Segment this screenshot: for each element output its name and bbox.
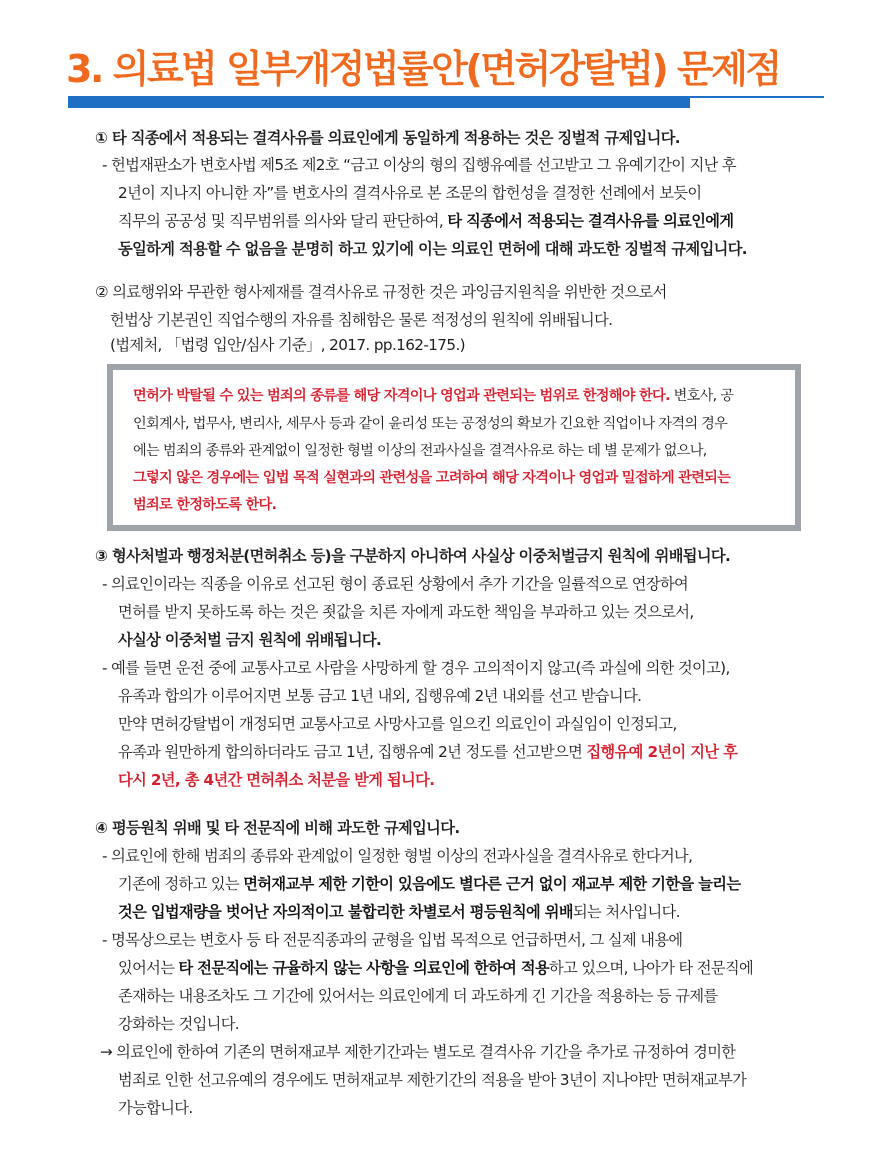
section-3-bold-line: 사실상 이중처벌 금지 원칙에 위배됩니다.: [118, 631, 382, 649]
section-1-plain-text: 직무의 공공성 및 직무범위를 의사와 달리 판단하여,: [118, 212, 448, 230]
section-4-paragraph-line: 가능합니다.: [118, 1099, 193, 1117]
section-2-heading-line: 헌법상 기본권인 직업수행의 자유를 침해함은 물론 적정성의 원칙에 위배됩니다.: [110, 311, 613, 329]
section-4-paragraph-line: 강화하는 것입니다.: [118, 1015, 240, 1033]
section-3-paragraph-line: 만약 면허강탈법이 개정되면 교통사고로 사망사고를 일으킨 의료인이 과실임이 인정되고,: [118, 715, 677, 733]
quote-box: [107, 364, 801, 531]
right-arrow-icon: →: [100, 1043, 113, 1061]
section-4-paragraph-line: 존재하는 내용조차도 그 기간에 있어서는 의료인에게 더 과도하게 긴 기간을 적용하는 등 규제를: [118, 987, 718, 1005]
section-4-paragraph-line: [118, 958, 753, 978]
section-3-paragraph-line: - 의료인이라는 직종을 이유로 선고된 형이 종료된 상황에서 추가 기간을 일률적으로 연장하여: [102, 575, 689, 593]
section-4-heading: ④ 평등원칙 위배 및 타 전문직에 비해 과도한 규제입니다.: [95, 819, 460, 837]
section-3-paragraph-line: 유족과 합의가 이루어지면 보통 금고 1년 내외, 집행유예 2년 내외를 선고 받습니다.: [118, 687, 642, 705]
section-1-paragraph-line: [118, 211, 733, 231]
quote-box-line: 에는 범죄의 종류와 관계없이 일정한 형벌 이상의 전과사실을 결격사유로 하는 데 별 문제가 없으나,: [133, 443, 707, 459]
quote-box-red-text: 면허가 박탈될 수 있는 범죄의 종류를 해당 자격이나 영업과 관련되는 범위로 한정해야 한다.: [133, 388, 670, 404]
quote-box-red-line: 범죄로 한정하도록 한다.: [133, 497, 277, 513]
section-3-red-line: 다시 2년, 총 4년간 면허취소 처분을 받게 됩니다.: [118, 771, 435, 789]
section-1-bold-line: 동일하게 적용할 수 없음을 분명히 하고 있기에 이는 의료인 면허에 대해 과도한 징벌적 규제입니다.: [118, 240, 747, 258]
section-4-paragraph-line: [118, 874, 740, 894]
section-2-heading: ② 의료행위와 무관한 형사제재를 결격사유로 규정한 것은 과잉금지원칙을 위반한 것으로서: [95, 283, 667, 301]
section-4-bold-text: 타 전문직에는 규율하지 않는 사항을 의료인에 한하여 적용: [178, 959, 550, 977]
title-underline-rule: [690, 96, 824, 98]
section-4-bold-text: 것은 입법재량을 벗어난 자의적이고 불합리한 차별로서 평등원칙에 위배: [118, 903, 573, 921]
section-4-paragraph-line: - 의료인에 한해 범죄의 종류와 관계없이 일정한 형벌 이상의 전과사실을 결격사유로 한다거나,: [102, 847, 693, 865]
section-4-paragraph-line: - 명목상으로는 변호사 등 타 전문직종과의 균형을 입법 목적으로 언급하면서, 그 실제 내용에: [102, 931, 683, 949]
section-4-plain-text: 의료인에 한하여 기존의 면허재교부 제한기간과는 별도로 결격사유 기간을 추가로 규정하여 경미한: [116, 1043, 736, 1061]
quote-box-plain-text: 변호사, 공: [669, 388, 734, 404]
section-1-paragraph-line: 2년이 지나지 아니한 자”를 변호사의 결격사유로 본 조문의 합헌성을 결정한 선례에서 보듯이: [118, 184, 702, 202]
quote-box-red-line: 그렇지 않은 경우에는 입법 목적 실현과의 관련성을 고려하여 해당 자격이나 영업과 밀접하게 관련되는: [133, 470, 731, 486]
section-3-paragraph-line: - 예를 들면 운전 중에 교통사고로 사람을 사망하게 할 경우 고의적이지 않고(즉 과실에 의한 것이고),: [102, 659, 730, 677]
section-3-heading: ③ 형사처벌과 행정처분(면허취소 등)을 구분하지 아니하여 사실상 이중처벌금지 원칙에 위배됩니다.: [95, 547, 731, 565]
section-4-paragraph-line: [118, 902, 680, 922]
title-underline-bar: [68, 96, 690, 108]
section-4-plain-text: 하고 있으며, 나아가 타 전문직에: [549, 959, 754, 977]
section-4-plain-text: 되는 처사입니다.: [572, 903, 680, 921]
section-1-heading: ① 타 직종에서 적용되는 결격사유를 의료인에게 동일하게 적용하는 것은 징벌적 규제입니다.: [95, 129, 680, 147]
section-4-paragraph-line: 범죄로 인한 선고유예의 경우에도 면허재교부 제한기간의 적용을 받아 3년이 지나야만 면허재교부가: [118, 1071, 747, 1089]
section-3-paragraph-line: [118, 742, 737, 762]
section-1-bold-text: 타 직종에서 적용되는 결격사유를 의료인에게: [447, 212, 734, 230]
section-4-arrow-line: [100, 1042, 735, 1062]
quote-box-line: [133, 386, 733, 406]
section-3-plain-text: 유족과 원만하게 합의하더라도 금고 1년, 집행유예 2년 정도를 선고받으면: [118, 743, 587, 761]
page-title: 3. 의료법 일부개정법률안(면허강탈법) 문제점: [66, 47, 780, 91]
section-3-paragraph-line: 면허를 받지 못하도록 하는 것은 죗값을 치른 자에게 과도한 책임을 부과하고 있는 것으로서,: [118, 603, 694, 621]
section-2-citation: (법제처, 「법령 입안/심사 기준」, 2017. pp.162-175.): [110, 336, 465, 354]
section-3-red-text: 집행유예 2년이 지난 후: [586, 743, 738, 761]
section-4-plain-text: 있어서는: [118, 959, 179, 977]
section-4-plain-text: 기존에 정하고 있는: [118, 875, 244, 893]
section-4-bold-text: 면허재교부 제한 기한이 있음에도 별다른 근거 없이 재교부 제한 기한을 늘리는: [243, 875, 741, 893]
quote-box-line: 인회계사, 법무사, 변리사, 세무사 등과 같이 윤리성 또는 공정성의 확보가 긴요한 직업이나 자격의 경우: [133, 416, 728, 432]
section-1-paragraph-line: - 헌법재판소가 변호사법 제5조 제2호 “금고 이상의 형의 집행유예를 선고받고 그 유예기간이 지난 후: [102, 156, 737, 174]
